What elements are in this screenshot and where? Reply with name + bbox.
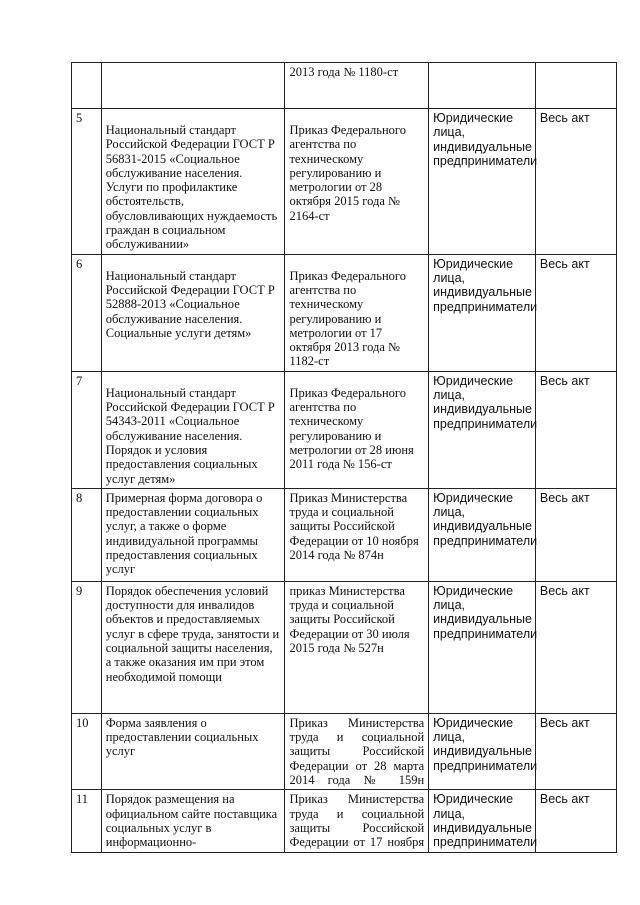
approving-document: Приказ Федерального агентства по техническому регулированию и метрологии от 28 июня 2011 года № 156-ст [285,371,429,488]
act-name: Национальный стандарт Российской Федерации ГОСТ Р 56831-2015 «Социальное обслуживание населения. Услуги по профилактике обстоятельств, обусловливающих нуждаемость граждан в социальном обслуживании» [101,109,285,255]
obligated-subjects: Юридические лица, индивидуальные предприниматели [429,109,536,255]
obligated-subjects: Юридические лица, индивидуальные предприниматели [429,371,536,488]
obligated-subjects: Юридические лица, индивидуальные предприниматели [429,713,536,789]
table-row [72,254,617,371]
row-number: 7 [72,371,102,488]
table-row [72,713,617,789]
obligated-subjects [429,63,536,109]
act-scope: Весь акт [535,254,616,371]
act-name: Порядок размещения на официальном сайте поставщика социальных услуг в информационно- [101,790,285,852]
obligated-subjects: Юридические лица, индивидуальные предприниматели [429,581,536,713]
approving-document: Приказ Министерства труда и социальной защиты Российской Федерации от 28 марта 2014 года № 159н [285,713,429,789]
row-number: 9 [72,581,102,713]
table-row [72,109,617,255]
act-scope: Весь акт [535,488,616,581]
act-name: Национальный стандарт Российской Федерации ГОСТ Р 52888-2013 «Социальное обслуживание населения. Социальные услуги детям» [101,254,285,371]
table-row [72,371,617,488]
act-scope: Весь акт [535,581,616,713]
obligated-subjects: Юридические лица, индивидуальные предприниматели [429,254,536,371]
approving-document: 2013 года № 1180-ст [285,63,429,109]
table-row [72,581,617,713]
approving-document: Приказ Министерства труда и социальной защиты Российской Федерации от 17 ноября [285,790,429,852]
table-row [72,790,617,852]
act-name: Национальный стандарт Российской Федерации ГОСТ Р 54343-2011 «Социальное обслуживание населения. Порядок и условия предоставления социальных услуг детям» [101,371,285,488]
act-name: Форма заявления о предоставлении социальных услуг [101,713,285,789]
row-number: 8 [72,488,102,581]
act-scope: Весь акт [535,790,616,852]
regulatory-acts-table [71,62,617,853]
obligated-subjects: Юридические лица, индивидуальные предприниматели [429,790,536,852]
act-scope [535,63,616,109]
approving-document: Приказ Министерства труда и социальной защиты Российской Федерации от 10 ноября 2014 года № 874н [285,488,429,581]
act-scope: Весь акт [535,109,616,255]
act-scope: Весь акт [535,713,616,789]
act-name [101,63,285,109]
row-number: 10 [72,713,102,789]
row-number: 5 [72,109,102,255]
table-row [72,63,617,109]
act-scope: Весь акт [535,371,616,488]
table-row [72,488,617,581]
row-number [72,63,102,109]
act-name: Порядок обеспечения условий доступности для инвалидов объектов и предоставляемых услуг в сфере труда, занятости и социальной защиты населения, а также оказания им при этом необходимой помощи [101,581,285,713]
approving-document: приказ Министерства труда и социальной защиты Российской Федерации от 30 июля 2015 года № 527н [285,581,429,713]
approving-document: Приказ Федерального агентства по техническому регулированию и метрологии от 28 октября 2015 года № 2164-ст [285,109,429,255]
act-name: Примерная форма договора о предоставлении социальных услуг, а также о форме индивидуальной программы предоставления социальных услуг [101,488,285,581]
row-number: 6 [72,254,102,371]
obligated-subjects: Юридические лица, индивидуальные предприниматели [429,488,536,581]
approving-document: Приказ Федерального агентства по техническому регулированию и метрологии от 17 октября 2013 года № 1182-ст [285,254,429,371]
row-number: 11 [72,790,102,852]
